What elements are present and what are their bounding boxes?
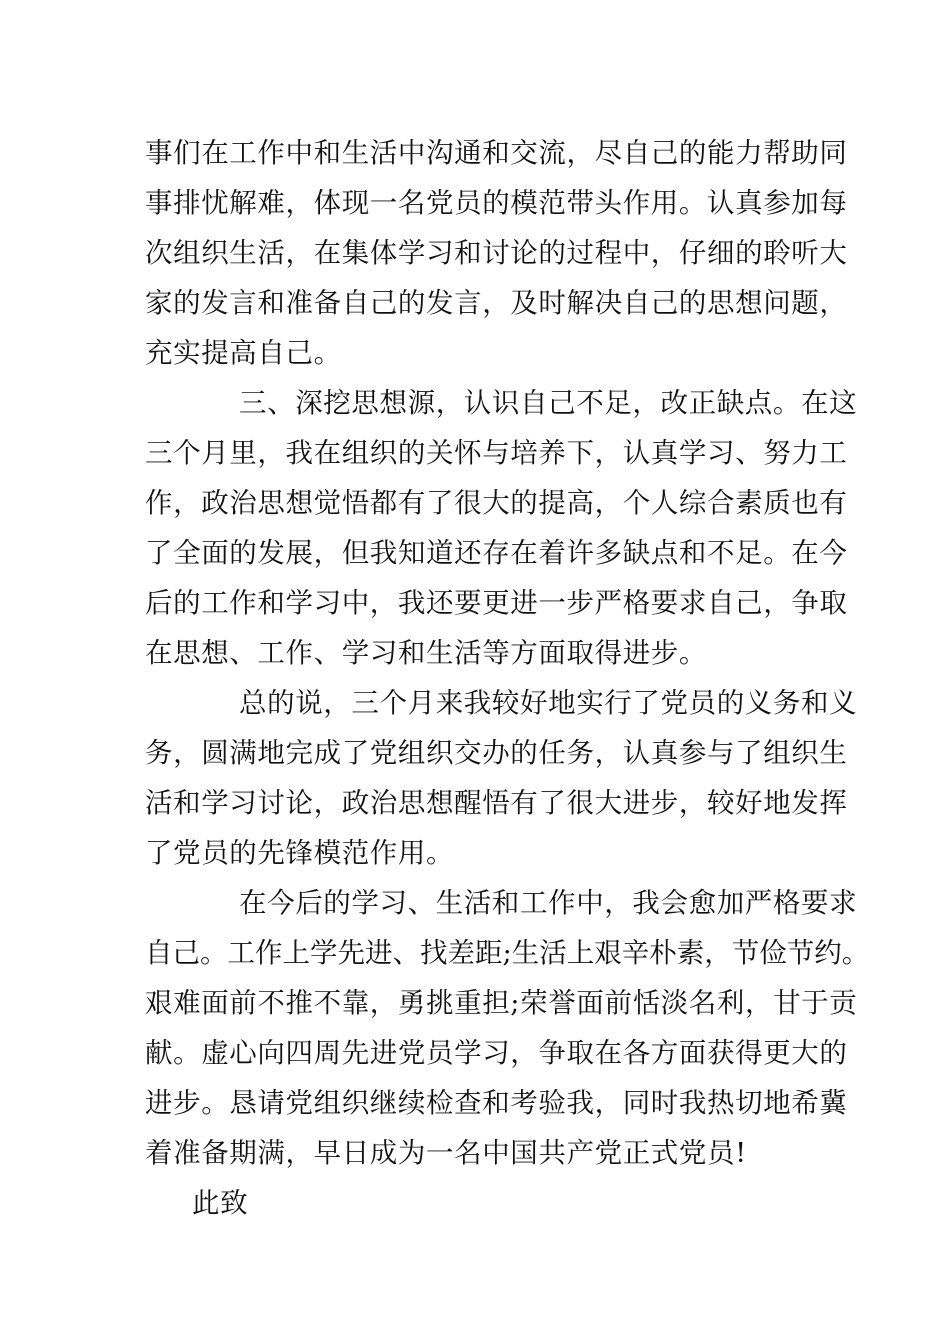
text-line: 艰难面前不推不靠，勇挑重担;荣誉面前恬淡名利，甘于贡 [145,987,858,1019]
text-line: 献。虚心向四周先进党员学习，争取在各方面获得更大的 [145,1037,848,1069]
text-line: 后的工作和学习中，我还要更进一步严格要求自己，争取 [145,587,848,619]
text-line: 活和学习讨论，政治思想醒悟有了很大进步，较好地发挥 [145,787,848,819]
text-line: 作，政治思想觉悟都有了很大的提高，个人综合素质也有 [145,487,848,519]
text-line: 事排忧解难，体现一名党员的模范带头作用。认真参加每 [145,187,848,219]
text-line: 务，圆满地完成了党组织交办的任务，认真参与了组织生 [145,737,848,769]
paragraph-start-line: 三、深挖思想源，认识自己不足，改正缺点。在这 [239,387,858,419]
text-line: 进步。恳请党组织继续检查和考验我，同时我热切地希冀 [145,1087,848,1119]
text-line: 家的发言和准备自己的发言，及时解决自己的思想问题， [145,287,848,319]
text-line: 次组织生活，在集体学习和讨论的过程中，仔细的聆听大 [145,237,848,269]
text-line: 着准备期满，早日成为一名中国共产党正式党员! [145,1137,747,1169]
text-line: 三个月里，我在组织的关怀与培养下，认真学习、努力工 [145,437,848,469]
text-line: 在思想、工作、学习和生活等方面取得进步。 [145,637,707,669]
closing-salutation: 此致 [192,1187,249,1219]
text-line: 了党员的先锋模范作用。 [145,837,455,869]
text-line: 事们在工作中和生活中沟通和交流，尽自己的能力帮助同 [145,137,848,169]
text-line: 充实提高自己。 [145,337,342,369]
paragraph-start-line: 总的说，三个月来我较好地实行了党员的义务和义 [239,687,858,719]
text-line: 自己。工作上学先进、找差距;生活上艰辛朴素，节俭节约。 [145,937,870,969]
text-line: 了全面的发展，但我知道还存在着许多缺点和不足。在今 [145,537,848,569]
paragraph-start-line: 在今后的学习、生活和工作中，我会愈加严格要求 [239,887,858,919]
